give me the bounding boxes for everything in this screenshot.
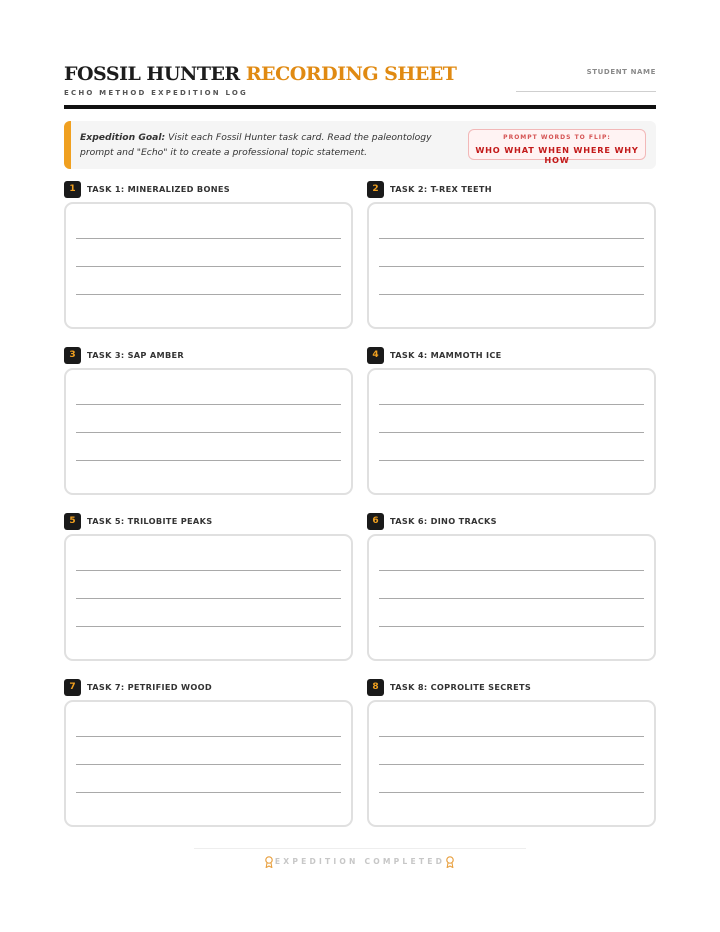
task-number-badge: 1 bbox=[64, 181, 81, 198]
task-title: TASK 3: SAP AMBER bbox=[87, 350, 185, 360]
answer-box[interactable] bbox=[367, 534, 656, 661]
writing-line bbox=[76, 460, 341, 461]
goal-text: Visit each Fossil Hunter task card. Read the paleontology prompt and "Echo" it to create a professional topic statement. bbox=[80, 132, 432, 158]
writing-line bbox=[76, 432, 341, 433]
medal-icon bbox=[445, 856, 455, 868]
writing-line bbox=[379, 266, 644, 267]
task-title: TASK 5: TRILOBITE PEAKS bbox=[87, 516, 213, 526]
task-number-badge: 3 bbox=[64, 347, 81, 364]
task-title: TASK 2: T-REX TEETH bbox=[390, 184, 492, 194]
prompt-words-box bbox=[468, 129, 646, 165]
task-card-5 bbox=[64, 513, 353, 663]
page-title bbox=[64, 62, 456, 86]
student-name-label: STUDENT NAME bbox=[586, 68, 656, 76]
answer-box[interactable] bbox=[367, 368, 656, 495]
answer-box[interactable] bbox=[64, 534, 353, 661]
answer-box[interactable] bbox=[367, 202, 656, 329]
expedition-completed-text: EXPEDITION COMPLETED bbox=[274, 857, 446, 866]
writing-line bbox=[76, 570, 341, 571]
writing-line bbox=[76, 238, 341, 239]
task-title: TASK 8: COPROLITE SECRETS bbox=[390, 682, 532, 692]
writing-line bbox=[379, 792, 644, 793]
writing-line bbox=[76, 598, 341, 599]
goal-label: Expedition Goal: bbox=[80, 132, 166, 143]
writing-line bbox=[379, 626, 644, 627]
task-title: TASK 6: DINO TRACKS bbox=[390, 516, 497, 526]
title-part-1: FOSSIL HUNTER bbox=[64, 63, 240, 85]
task-number-badge: 2 bbox=[367, 181, 384, 198]
writing-line bbox=[379, 294, 644, 295]
answer-box[interactable] bbox=[64, 202, 353, 329]
writing-line bbox=[379, 432, 644, 433]
task-title: TASK 1: MINERALIZED BONES bbox=[87, 184, 230, 194]
header-divider bbox=[64, 105, 656, 109]
page-footer bbox=[64, 848, 656, 872]
task-title: TASK 4: MAMMOTH ICE bbox=[390, 350, 502, 360]
writing-line bbox=[379, 598, 644, 599]
prompt-words: WHO WHAT WHEN WHERE WHY HOW bbox=[475, 145, 639, 165]
writing-line bbox=[76, 626, 341, 627]
expedition-goal-panel bbox=[64, 121, 656, 169]
task-card-3 bbox=[64, 347, 353, 497]
task-card-4 bbox=[367, 347, 656, 497]
writing-line bbox=[379, 764, 644, 765]
task-number-badge: 4 bbox=[367, 347, 384, 364]
answer-box[interactable] bbox=[367, 700, 656, 827]
task-card-8 bbox=[367, 679, 656, 829]
writing-line bbox=[379, 460, 644, 461]
prompt-words-label: PROMPT WORDS TO FLIP: bbox=[503, 134, 611, 141]
writing-line bbox=[76, 266, 341, 267]
answer-box[interactable] bbox=[64, 700, 353, 827]
student-name-field[interactable] bbox=[516, 91, 656, 92]
footer-divider bbox=[194, 848, 526, 849]
page-subtitle: ECHO METHOD EXPEDITION LOG bbox=[64, 89, 248, 97]
task-title: TASK 7: PETRIFIED WOOD bbox=[87, 682, 212, 692]
goal-accent-bar bbox=[64, 121, 71, 169]
task-number-badge: 5 bbox=[64, 513, 81, 530]
task-number-badge: 7 bbox=[64, 679, 81, 696]
writing-line bbox=[379, 736, 644, 737]
writing-line bbox=[76, 404, 341, 405]
task-card-7 bbox=[64, 679, 353, 829]
writing-line bbox=[76, 792, 341, 793]
writing-line bbox=[76, 736, 341, 737]
task-number-badge: 6 bbox=[367, 513, 384, 530]
goal-text-block bbox=[80, 130, 460, 160]
task-card-6 bbox=[367, 513, 656, 663]
writing-line bbox=[76, 294, 341, 295]
task-number-badge: 8 bbox=[367, 679, 384, 696]
task-card-2 bbox=[367, 181, 656, 331]
task-card-1 bbox=[64, 181, 353, 331]
writing-line bbox=[379, 238, 644, 239]
title-part-2: RECORDING SHEET bbox=[245, 63, 457, 85]
writing-line bbox=[379, 404, 644, 405]
writing-line bbox=[76, 764, 341, 765]
writing-line bbox=[379, 570, 644, 571]
answer-box[interactable] bbox=[64, 368, 353, 495]
page-header bbox=[64, 62, 656, 108]
